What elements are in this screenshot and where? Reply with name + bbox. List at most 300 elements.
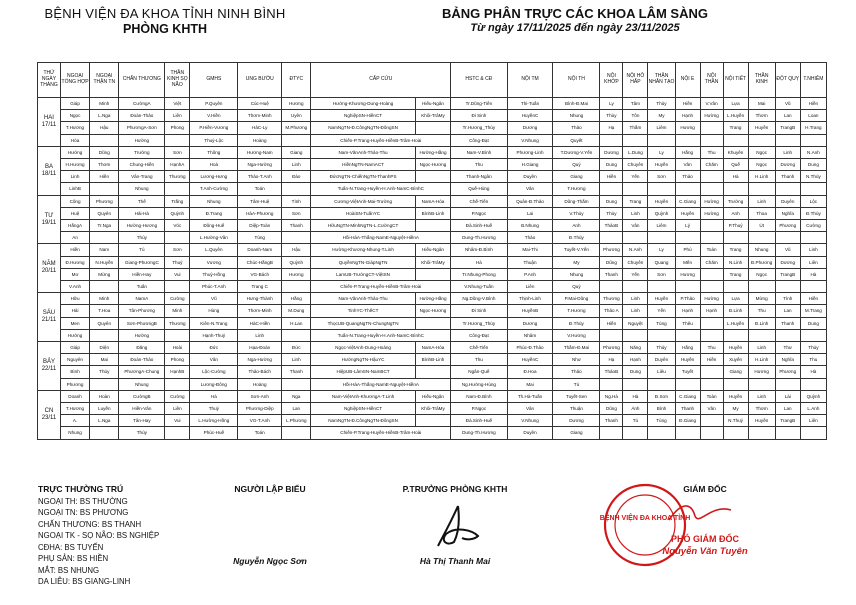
table-cell: Tr.Hương_Thủy xyxy=(451,317,507,329)
table-cell: Đ.Hương xyxy=(60,256,89,268)
table-cell: Thư xyxy=(775,342,800,354)
table-cell: Chế-Tiến xyxy=(451,342,507,354)
table-cell: Hoàng xyxy=(238,378,282,390)
table-cell: Dương xyxy=(553,415,600,427)
table-cell: Đông-Huế xyxy=(190,220,238,232)
table-cell: Hạnh xyxy=(675,305,700,317)
table-cell: Vân xyxy=(675,159,700,171)
table-cell: Thủy xyxy=(600,207,623,219)
table-cell: LinhB xyxy=(60,183,89,195)
column-header: HSTC & CĐ xyxy=(451,63,507,98)
table-cell: Vương xyxy=(190,256,238,268)
table-cell: Hậu xyxy=(282,244,311,256)
table-cell xyxy=(282,427,311,439)
table-cell: Yến xyxy=(623,268,648,280)
table-cell: Nam-VănAnh-Thảo-Thu xyxy=(311,293,415,305)
table-cell xyxy=(415,415,450,427)
table-cell: P.Quyên xyxy=(190,98,238,110)
table-cell: Dung xyxy=(600,195,623,207)
resident-duty-line: CĐHA: BS TUYẾN xyxy=(38,542,104,552)
table-cell xyxy=(600,378,623,390)
table-cell xyxy=(648,427,675,439)
table-cell: Chúc-HằngB xyxy=(238,256,282,268)
table-cell: Hà xyxy=(800,268,826,280)
director-name: Nguyễn Văn Tuyên xyxy=(662,546,748,557)
table-cell: Hiền xyxy=(800,293,826,305)
table-cell xyxy=(648,378,675,390)
table-cell: Thu xyxy=(451,159,507,171)
table-cell: L.Huyền xyxy=(723,110,748,122)
table-cell xyxy=(723,281,748,293)
table-cell: Thanh xyxy=(600,268,623,280)
table-cell: Thuý xyxy=(190,403,238,415)
table-cell: Lựa xyxy=(723,293,748,305)
table-cell: Hường xyxy=(119,329,165,341)
table-row xyxy=(38,110,827,122)
table-cell: Hường xyxy=(60,329,89,341)
table-cell: Hiếu-Ngân xyxy=(415,244,450,256)
table-cell xyxy=(700,378,723,390)
table-cell: Toán xyxy=(238,183,282,195)
table-cell: Nhung xyxy=(60,427,89,439)
deputy-signature xyxy=(428,504,488,549)
table-cell: Phương-Diệp xyxy=(238,403,282,415)
table-cell: Nam-ViệtAnh-KhươngA-T.Linh xyxy=(311,390,415,402)
table-cell: Nguyên xyxy=(60,354,89,366)
table-cell: Ngọc-Hương xyxy=(415,159,450,171)
table-cell xyxy=(90,183,119,195)
table-cell: Yến xyxy=(623,171,648,183)
table-cell: N.Linh xyxy=(723,256,748,268)
table-cell xyxy=(282,183,311,195)
table-cell: Ngọc-Hương xyxy=(415,305,450,317)
table-row xyxy=(38,268,827,280)
table-cell: Thương xyxy=(600,293,623,305)
table-cell: Chế-Tiến xyxy=(451,195,507,207)
table-cell xyxy=(600,183,623,195)
table-cell: Hường-Khương-Dung-Hoàng xyxy=(311,98,415,110)
table-cell: Thảo A xyxy=(600,305,623,317)
table-cell: Chăm xyxy=(700,256,723,268)
table-cell: Ngọc xyxy=(60,110,89,122)
table-cell: Bình xyxy=(60,366,89,378)
table-cell xyxy=(165,329,190,341)
table-cell: Hương-Nam xyxy=(238,146,282,158)
table-cell: Liên xyxy=(165,110,190,122)
table-cell: Thu xyxy=(748,305,775,317)
table-cell: T.Hương xyxy=(60,403,89,415)
table-cell: Hạnh xyxy=(623,354,648,366)
table-cell xyxy=(723,427,748,439)
table-cell: Nga-Hường xyxy=(238,354,282,366)
table-cell: HạnhA xyxy=(165,159,190,171)
table-cell: Trang xyxy=(723,122,748,134)
table-cell xyxy=(800,183,826,195)
table-row xyxy=(38,122,827,134)
table-cell: Thắm xyxy=(623,122,648,134)
table-cell: Thương xyxy=(165,171,190,183)
table-cell xyxy=(648,329,675,341)
table-cell: Nhung xyxy=(553,268,600,280)
table-cell xyxy=(282,232,311,244)
table-cell xyxy=(600,427,623,439)
column-header: CẤP CỨU xyxy=(311,63,451,98)
table-cell: Trường xyxy=(723,195,748,207)
table-cell xyxy=(700,220,723,232)
table-cell: Ngọc xyxy=(748,268,775,280)
table-cell: Thanh xyxy=(775,317,800,329)
table-cell: TrangB xyxy=(775,122,800,134)
table-cell xyxy=(723,134,748,146)
table-cell xyxy=(165,232,190,244)
table-cell: Nghĩa xyxy=(775,207,800,219)
table-cell: C.Giang xyxy=(675,195,700,207)
table-cell: Lương-Đông xyxy=(190,378,238,390)
table-cell: L.Anh xyxy=(800,403,826,415)
table-cell: Thông xyxy=(190,146,238,158)
table-cell: Lý xyxy=(675,220,700,232)
table-cell xyxy=(165,378,190,390)
table-cell: Duyên xyxy=(648,354,675,366)
table-cell: Thanh xyxy=(282,220,311,232)
table-cell: Trang C xyxy=(238,281,282,293)
table-cell: Thảo xyxy=(675,171,700,183)
table-cell: Đ.Linh xyxy=(748,317,775,329)
table-cell: Hường-Hương xyxy=(119,220,165,232)
table-cell: Phúc-Huế xyxy=(190,427,238,439)
table-cell: Phương xyxy=(775,220,800,232)
table-cell xyxy=(623,281,648,293)
table-cell: Khôi-TrâMy xyxy=(415,110,450,122)
table-row xyxy=(38,195,827,207)
table-cell: Vân xyxy=(623,220,648,232)
table-cell: Nhung xyxy=(119,378,165,390)
table-cell: NamA-Hòa xyxy=(415,342,450,354)
date-range: Từ ngày 17/11/2025 đến ngày 23/11/2025 xyxy=(470,22,680,34)
table-cell: Nga-Hường xyxy=(238,159,282,171)
column-header: NỘI TH xyxy=(553,63,600,98)
resident-duty-title: TRỰC THƯỜNG TRÚ xyxy=(38,484,124,494)
table-cell xyxy=(675,427,700,439)
table-cell: Dương xyxy=(775,256,800,268)
table-cell: Toàn xyxy=(700,390,723,402)
table-cell: Tr.Hương_Thủy xyxy=(451,122,507,134)
table-cell: Ng.Dũng-V.Bình xyxy=(451,293,507,305)
table-cell: Yến xyxy=(648,305,675,317)
table-cell: Thu xyxy=(451,354,507,366)
hospital-name: BỆNH VIỆN ĐA KHOA TỈNH NINH BÌNH xyxy=(44,6,286,21)
table-cell: V.Vân xyxy=(700,98,723,110)
resident-duty-line: NGOẠI TN: BS PHƯƠNG xyxy=(38,508,129,517)
table-cell: L.Nga xyxy=(90,415,119,427)
table-cell xyxy=(415,366,450,378)
table-cell xyxy=(165,134,190,146)
table-cell: CườngA xyxy=(119,98,165,110)
table-cell: Dũng xyxy=(600,256,623,268)
table-cell: Giang xyxy=(553,427,600,439)
table-cell: Thủy xyxy=(648,98,675,110)
column-header: NỘI KHỚP xyxy=(600,63,623,98)
table-cell: Tùng xyxy=(238,232,282,244)
table-cell: Quý xyxy=(553,159,600,171)
table-cell: M.Trang xyxy=(800,305,826,317)
table-cell: Dũng xyxy=(600,403,623,415)
table-cell: Lộc-Cường xyxy=(190,366,238,378)
table-cell xyxy=(415,171,450,183)
table-cell: Cương-ViệtAnh-Mai-Trường xyxy=(311,195,415,207)
table-cell: HàA-Phương xyxy=(238,207,282,219)
table-cell xyxy=(675,329,700,341)
table-cell: Quang xyxy=(648,256,675,268)
table-cell: Vân xyxy=(190,354,238,366)
table-cell: T.Hoa xyxy=(90,305,119,317)
table-cell xyxy=(748,183,775,195)
table-cell: Đ.Trang xyxy=(190,207,238,219)
table-cell: Men xyxy=(60,317,89,329)
table-cell: Tú xyxy=(119,244,165,256)
table-cell: T.Hương xyxy=(60,122,89,134)
table-cell xyxy=(700,281,723,293)
table-cell: Hạnh-Thuỷ xyxy=(190,329,238,341)
table-cell: Cường xyxy=(800,220,826,232)
resident-duty-line: MẮT: BS NHUNG xyxy=(38,565,100,575)
table-cell: Chiến-P.Trang-Huyền-HiềnB-Trâm-Hoài xyxy=(311,281,451,293)
table-cell: Hạ xyxy=(600,122,623,134)
table-cell: H.Giang xyxy=(507,159,553,171)
table-cell: Dương xyxy=(507,122,553,134)
table-cell: Đà.Sinh-Huế xyxy=(451,220,507,232)
table-cell xyxy=(648,183,675,195)
header-right xyxy=(395,6,755,34)
table-cell: Phúc-Đ.Thảo xyxy=(507,342,553,354)
table-cell: N.Thủy xyxy=(800,171,826,183)
table-row xyxy=(38,281,827,293)
table-cell: Huyền xyxy=(648,195,675,207)
table-cell xyxy=(700,122,723,134)
table-cell: Sơn-PhươngB xyxy=(119,317,165,329)
table-row xyxy=(38,134,827,146)
table-row xyxy=(38,415,827,427)
table-cell: Nhâm-Đ.Bình xyxy=(451,244,507,256)
table-cell: Huyền xyxy=(748,122,775,134)
table-cell: Mai xyxy=(748,98,775,110)
table-cell xyxy=(675,232,700,244)
table-cell: Hường xyxy=(700,293,723,305)
table-cell xyxy=(600,232,623,244)
day-label: BA 18/11 xyxy=(38,146,61,195)
table-cell xyxy=(675,183,700,195)
table-cell: Tú xyxy=(553,378,600,390)
table-cell: Trang xyxy=(723,268,748,280)
table-cell xyxy=(700,268,723,280)
table-cell: Dũng-Thắm xyxy=(553,195,600,207)
column-header: GMHS xyxy=(190,63,238,98)
table-cell: V.Thủy xyxy=(553,207,600,219)
day-label: HAI 17/11 xyxy=(38,98,61,147)
day-label: NĂM 20/11 xyxy=(38,244,61,293)
table-cell: Công-Đạt xyxy=(451,134,507,146)
table-cell: V.Hiền xyxy=(190,110,238,122)
table-cell: Linh xyxy=(748,342,775,354)
table-cell xyxy=(90,378,119,390)
table-cell xyxy=(282,281,311,293)
table-cell xyxy=(748,281,775,293)
table-cell: T.Anh-Cường xyxy=(190,183,238,195)
table-cell: Ngọc-ViệtAnh-Dung-Hoàng xyxy=(311,342,415,354)
table-cell: Mến xyxy=(675,256,700,268)
table-cell xyxy=(775,329,800,341)
table-cell: ThảoB xyxy=(600,366,623,378)
table-cell: Đ.Linh xyxy=(723,305,748,317)
deputy-block xyxy=(370,484,540,566)
table-cell: Lan xyxy=(775,403,800,415)
table-cell: Duyên xyxy=(775,195,800,207)
table-cell: Đi Sinh xyxy=(451,110,507,122)
table-cell: Lan xyxy=(282,403,311,415)
table-cell xyxy=(748,134,775,146)
table-cell: Hường xyxy=(119,134,165,146)
table-cell: Thu xyxy=(800,354,826,366)
table-cell: Linh xyxy=(800,244,826,256)
table-cell: T.Dương-V.Yến xyxy=(553,146,600,158)
table-cell: Thịnh-Linh xyxy=(507,293,553,305)
table-cell: HiềnNgTN-NamACT xyxy=(311,159,415,171)
day-label: SÁU 21/11 xyxy=(38,293,61,342)
table-cell xyxy=(748,232,775,244)
document-title: BẢNG PHÂN TRỰC CÁC KHOA LÂM SÀNG xyxy=(442,6,708,21)
resident-duty-line: CHẤN THƯƠNG: BS THANH xyxy=(38,519,142,529)
table-cell: Trang xyxy=(623,195,648,207)
table-cell: Tuyết xyxy=(675,366,700,378)
table-cell: Thuận xyxy=(507,256,553,268)
table-cell: Thắm-Đ.Mai xyxy=(553,342,600,354)
table-header-row xyxy=(38,63,827,98)
table-cell: Quỳnh xyxy=(165,207,190,219)
column-header: NGOẠI TỔNG HỢP xyxy=(60,63,89,98)
table-cell: Thanh-Ngân xyxy=(451,171,507,183)
table-cell: TrangB xyxy=(775,415,800,427)
table-cell: Bình-Đ.Mai xyxy=(553,98,600,110)
table-cell: Hiền xyxy=(600,317,623,329)
table-row xyxy=(38,390,827,402)
table-cell xyxy=(90,329,119,341)
table-cell: Nam-Đ.Bình xyxy=(451,390,507,402)
table-cell: Hạa-Đoàn xyxy=(238,342,282,354)
table-cell xyxy=(282,134,311,146)
table-cell: Thuận xyxy=(553,403,600,415)
table-cell xyxy=(675,281,700,293)
table-cell xyxy=(648,281,675,293)
table-cell: My xyxy=(648,110,675,122)
table-cell: ThọcUB-QuangNgTN-ChungNgTN xyxy=(311,317,415,329)
table-cell: Mai xyxy=(507,378,553,390)
table-cell: L.Hường-Hồng xyxy=(190,415,238,427)
table-cell: Dương xyxy=(507,317,553,329)
table-cell: Ng.Hà xyxy=(600,390,623,402)
table-cell: Linh xyxy=(775,146,800,158)
table-cell xyxy=(165,281,190,293)
table-cell: Thơm xyxy=(748,110,775,122)
table-cell: Lương-Hưng xyxy=(190,171,238,183)
table-row xyxy=(38,146,827,158)
deputy-name: Hà Thị Thanh Mai xyxy=(419,556,491,566)
table-cell xyxy=(748,329,775,341)
deputy-title: P.TRƯỞNG PHÒNG KHTH xyxy=(402,484,508,494)
table-cell: Tuấn-N.Trang-Huyền-H.Anh-NamC-BìnhC xyxy=(311,183,451,195)
table-cell: Đ.Giang xyxy=(675,415,700,427)
table-cell: Hiền xyxy=(60,244,89,256)
column-header: NỘI TIẾT xyxy=(723,63,748,98)
table-cell: Hiền xyxy=(600,171,623,183)
table-body xyxy=(38,98,827,440)
table-cell: Quỳnh xyxy=(282,256,311,268)
table-cell xyxy=(648,232,675,244)
table-cell xyxy=(700,366,723,378)
table-cell: Uyên xyxy=(282,110,311,122)
table-cell: Phong xyxy=(165,122,190,134)
table-cell: Hoàng xyxy=(238,134,282,146)
table-cell: Anh xyxy=(553,220,600,232)
table-row xyxy=(38,183,827,195)
table-cell: Vân xyxy=(507,183,553,195)
table-cell: PhươngA-Chung xyxy=(119,366,165,378)
table-cell: HuyềnC xyxy=(507,110,553,122)
table-cell: P.Ngọc xyxy=(451,207,507,219)
resident-duty-list xyxy=(38,496,238,588)
table-cell: Thảo xyxy=(553,366,600,378)
table-cell: Huyền xyxy=(675,354,700,366)
column-header: THẦN KINH xyxy=(748,63,775,98)
column-header: CHẤN THƯƠNG xyxy=(119,63,165,98)
table-cell: VG-T.Anh xyxy=(238,415,282,427)
table-cell: Thủy xyxy=(800,342,826,354)
table-row xyxy=(38,305,827,317)
table-cell: P.Ngọc xyxy=(451,403,507,415)
table-cell: Hà xyxy=(723,171,748,183)
table-row xyxy=(38,293,827,305)
table-cell: L.Nga xyxy=(90,110,119,122)
table-cell: Thuỳ-Hồng xyxy=(190,268,238,280)
table-cell: Huệ xyxy=(60,207,89,219)
table-cell xyxy=(600,329,623,341)
table-cell: H.Lan xyxy=(282,317,311,329)
table-cell: Đăng xyxy=(119,342,165,354)
table-cell: Hậu xyxy=(90,122,119,134)
resident-duty-line: DA LIỄU: BS GIANG-LINH xyxy=(38,577,131,586)
table-cell: Việt xyxy=(165,98,190,110)
table-cell: Tuấn-N.Trang-Huyền-H.Anh-NamC-BìnhC xyxy=(311,329,451,341)
table-row xyxy=(38,207,827,219)
table-cell: Liên xyxy=(507,281,553,293)
table-cell: Toàn xyxy=(700,244,723,256)
table-cell: Sơn xyxy=(165,244,190,256)
table-cell: Dũng xyxy=(90,146,119,158)
table-cell: Phương-Linh xyxy=(507,146,553,158)
table-cell: Hải xyxy=(60,305,89,317)
table-cell: Quế-Hùng xyxy=(451,183,507,195)
table-cell xyxy=(415,220,450,232)
table-cell: Mơ xyxy=(60,268,89,280)
table-cell: Sơn-Anh xyxy=(238,390,282,402)
table-cell: Ngân-Quế xyxy=(451,366,507,378)
table-cell: Lựa xyxy=(723,98,748,110)
table-cell: Hiền xyxy=(90,171,119,183)
table-cell: Nam-VănAnh-Thảo-Thu xyxy=(311,146,415,158)
table-cell: Liên xyxy=(800,256,826,268)
table-cell: Dương xyxy=(775,159,800,171)
table-cell: V.Nhung xyxy=(507,415,553,427)
table-cell: Thi-Tuấn xyxy=(507,98,553,110)
